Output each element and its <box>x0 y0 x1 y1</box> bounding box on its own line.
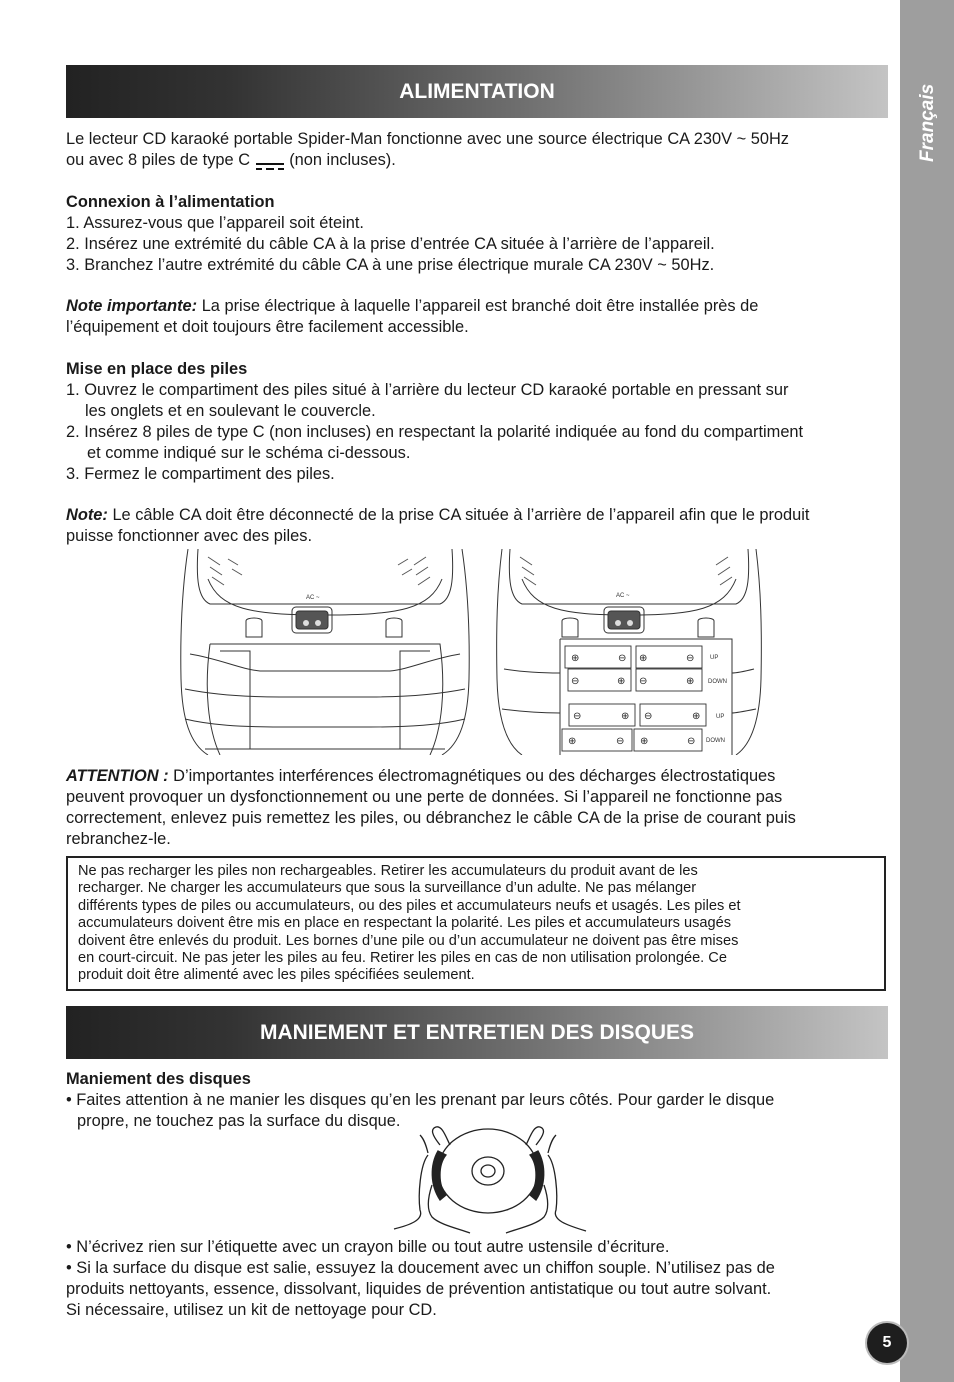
attention-label: ATTENTION : <box>66 767 169 785</box>
intro-line-2-end: (non incluses). <box>289 151 396 169</box>
note-label: Note: <box>66 506 108 524</box>
language-label <box>905 78 949 168</box>
page-number: 5 <box>867 1323 907 1363</box>
note-importante <box>66 296 892 338</box>
piles-step-2: 2. Insérez 8 piles de type C (non incluses) en respectant la polarité indiquée au fond du compartiment <box>66 423 804 441</box>
warning-line: doivent être enlevés du produit. Les bornes d’une pile ou d’un accumulateur ne doivent pas être mises <box>78 932 739 949</box>
disques-block <box>66 1069 892 1132</box>
svg-text:⊕: ⊕ <box>568 736 577 747</box>
battery-warning-box <box>66 856 886 991</box>
ac-label: AC ~ <box>306 595 320 601</box>
piles-step-1: 1. Ouvrez le compartiment des piles situé à l’arrière du lecteur CD karaoké portable en pressant sur <box>66 381 789 399</box>
connexion-block <box>66 192 892 276</box>
connexion-step: 3. Branchez l’autre extrémité du câble CA à une prise électrique murale CA 230V ~ 50Hz. <box>66 256 715 274</box>
language-label-text: Français <box>917 83 938 162</box>
svg-text:⊕: ⊕ <box>686 676 695 687</box>
svg-text:⊖: ⊖ <box>571 676 580 687</box>
piles-step-2-cont: et comme indiqué sur le schéma ci-dessous. <box>87 444 411 462</box>
piles-heading: Mise en place des piles <box>66 360 248 378</box>
intro-line-2-text: ou avec 8 piles de type C <box>66 151 251 169</box>
language-side-tab <box>900 0 954 1382</box>
down-label: DOWN <box>708 679 727 685</box>
intro-line-2 <box>66 150 892 171</box>
up-label: UP <box>716 714 725 720</box>
up-label: UP <box>710 655 719 661</box>
section-header-alimentation: ALIMENTATION <box>66 65 888 118</box>
svg-text:⊖: ⊖ <box>618 653 627 664</box>
note-importante-line-2: l’équipement et doit toujours être facilement accessible. <box>66 318 469 336</box>
svg-text:⊖: ⊖ <box>573 711 582 722</box>
svg-text:⊕: ⊕ <box>621 711 630 722</box>
disc-handling-illustration <box>380 1125 600 1240</box>
warning-line: produit doit être alimenté avec les piles spécifiées seulement. <box>78 967 475 984</box>
note-importante-label: Note importante: <box>66 297 198 315</box>
svg-text:⊖: ⊖ <box>687 736 696 747</box>
disques-bullet-1-cont: propre, ne touchez pas la surface du disque. <box>77 1112 401 1130</box>
device-back-closed-figure <box>180 549 470 760</box>
note-importante-text: La prise électrique à laquelle l’appareil est branché doit être installée près de <box>197 297 759 315</box>
svg-text:⊖: ⊖ <box>639 676 648 687</box>
svg-text:⊕: ⊕ <box>639 653 648 664</box>
dc-symbol-icon <box>255 156 285 166</box>
warning-line: en court-circuit. Ne pas jeter les piles au feu. Retirer les piles en cas de non utilisation prolongée. Ce <box>78 950 727 967</box>
note-line-1 <box>66 505 892 526</box>
disques-bullet-1: • Faites attention à ne manier les disques qu’en les prenant par leurs côtés. Pour garder le disque <box>66 1091 775 1109</box>
warning-line: différents types de piles ou accumulateurs, ou des piles et accumulateurs neufs et usagés. Les piles et <box>78 897 741 914</box>
down-label: DOWN <box>706 738 725 744</box>
disques-bullet-3-cont: Si nécessaire, utilisez un kit de nettoyage pour CD. <box>66 1301 437 1319</box>
svg-text:⊕: ⊕ <box>571 653 580 664</box>
warning-line: recharger. Ne charger les accumulateurs que sous la surveillance d’un adulte. Ne pas mélanger <box>78 880 697 897</box>
note-line-2: puisse fonctionner avec des piles. <box>66 527 313 545</box>
ac-label: AC ~ <box>616 593 630 599</box>
disques-bullet-3: • Si la surface du disque est salie, essuyez la doucement avec un chiffon souple. N’utilisez pas de <box>66 1259 775 1277</box>
connexion-step: 2. Insérez une extrémité du câble CA à la prise d’entrée CA située à l’arrière de l’appareil. <box>66 235 715 253</box>
svg-text:⊖: ⊖ <box>644 711 653 722</box>
piles-step-1-cont: les onglets et en soulevant le couvercle. <box>85 402 376 420</box>
piles-step-3: 3. Fermez le compartiment des piles. <box>66 465 335 483</box>
connexion-heading: Connexion à l’alimentation <box>66 193 275 211</box>
svg-text:⊖: ⊖ <box>686 653 695 664</box>
warning-line: Ne pas recharger les piles non rechargeables. Retirer les accumulateurs du produit avant de les <box>78 863 698 879</box>
disques-bullet-2: • N’écrivez rien sur l’étiquette avec un crayon bille ou tout autre ustensile d’écriture. <box>66 1238 670 1256</box>
note-text: Le câble CA doit être déconnecté de la prise CA située à l’arrière de l’appareil afin que le produit <box>107 506 810 524</box>
disques-heading: Maniement des disques <box>66 1070 251 1088</box>
svg-text:⊕: ⊕ <box>617 676 626 687</box>
attention-line: peuvent provoquer un dysfonctionnement ou une perte de données. Si l’appareil ne fonctionne pas <box>66 788 783 806</box>
intro-paragraph <box>66 129 892 171</box>
section-header-disques: MANIEMENT ET ENTRETIEN DES DISQUES <box>66 1006 888 1059</box>
attention-block <box>66 766 892 850</box>
svg-text:⊕: ⊕ <box>692 711 701 722</box>
attention-text: D’importantes interférences électromagnétiques ou des décharges électrostatiques <box>168 767 776 785</box>
intro-line-1: Le lecteur CD karaoké portable Spider-Man fonctionne avec une source électrique CA 230V ~ 50Hz <box>66 130 789 148</box>
disques-bullet-3-cont: produits nettoyants, essence, dissolvant, liquides de prévention antistatique ou tout autre solvant. <box>66 1280 772 1298</box>
svg-text:⊕: ⊕ <box>640 736 649 747</box>
note-importante-line-1 <box>66 296 892 317</box>
warning-line: accumulateurs doivent être mis en place en respectant la polarité. Les piles et accumulateurs usagés <box>78 915 732 932</box>
disques-care-block <box>66 1237 892 1321</box>
attention-line-1 <box>66 766 892 787</box>
device-back-open-figure <box>496 549 762 760</box>
attention-line: rebranchez-le. <box>66 830 171 848</box>
connexion-step: 1. Assurez-vous que l’appareil soit éteint. <box>66 214 364 232</box>
svg-text:⊖: ⊖ <box>616 736 625 747</box>
attention-line: correctement, enlevez puis remettez les piles, ou débranchez le câble CA de la prise de courant puis <box>66 809 796 827</box>
piles-block <box>66 359 892 485</box>
note-block <box>66 505 892 547</box>
